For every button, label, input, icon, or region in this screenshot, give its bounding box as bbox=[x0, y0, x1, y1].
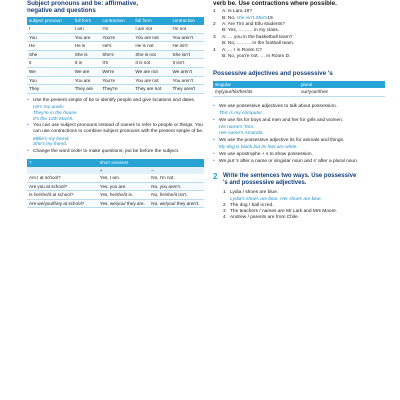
item-number: 2 bbox=[223, 202, 226, 208]
table-cell: Am I at school? bbox=[27, 174, 98, 182]
table-cell: Yes, he/she/it is. bbox=[98, 191, 149, 200]
rule-bullet: • We use his for boys and men and her for girls and women. bbox=[213, 118, 385, 124]
table-cell: I am not bbox=[133, 25, 170, 33]
rule-bullet: • We use the possessive adjective its for animals and things. bbox=[213, 138, 385, 144]
possessive-rules-list bbox=[213, 118, 385, 124]
table-cell: You aren't bbox=[171, 76, 205, 85]
table-cell: We are bbox=[73, 67, 101, 76]
table-row bbox=[27, 174, 204, 182]
table-cell: Yes, we/you/ they are. bbox=[98, 199, 149, 208]
table-cell: our/your/their bbox=[299, 88, 385, 96]
item-text: . bbox=[254, 15, 256, 21]
table-cell: She is not bbox=[133, 50, 170, 59]
example-line: My dog is black but its feet are white. bbox=[219, 145, 298, 151]
plus-header: + bbox=[98, 167, 149, 175]
table-cell: They aren't bbox=[171, 85, 205, 94]
questions-table-body bbox=[27, 174, 204, 208]
table-cell: No, I'm not. bbox=[149, 174, 204, 182]
instruction-line-2: 's and possessive adjectives. bbox=[223, 180, 307, 187]
table-row bbox=[27, 85, 204, 94]
example-line: Her name's Amanda. bbox=[219, 131, 264, 137]
item-number: 1 bbox=[213, 9, 216, 15]
short-answers-header: short answers bbox=[98, 159, 204, 167]
answer-text: Lydia's shoes are blue. Her shoes are blue. bbox=[230, 196, 323, 202]
rule-bullet: • We use apostrophe + s to show possession. bbox=[213, 152, 385, 158]
right-column bbox=[213, 0, 385, 222]
table-cell: No, we/you/ they aren't. bbox=[149, 199, 204, 208]
table-cell: You bbox=[27, 76, 73, 85]
item-text: B: No, you're not. … in Room D. bbox=[222, 54, 291, 60]
pron-header-3: full form bbox=[133, 17, 170, 25]
item-text: A: Are Tim and Ellu students? bbox=[222, 22, 285, 28]
table-cell: You are not bbox=[133, 76, 170, 85]
table-cell: It's bbox=[100, 59, 133, 68]
exercise-line bbox=[213, 54, 385, 60]
table-row bbox=[27, 33, 204, 42]
item-text: B: No, bbox=[222, 15, 236, 21]
title-line-1: Subject pronouns and be: affirmative, bbox=[27, 0, 139, 7]
table-cell: They are bbox=[73, 85, 101, 94]
table-cell: No, he/she/it isn't. bbox=[149, 191, 204, 200]
item-number: 3 bbox=[223, 209, 226, 215]
table-cell: I bbox=[27, 25, 73, 33]
possessive-rules-list bbox=[213, 138, 385, 144]
table-cell: Is he/she/it at school? bbox=[27, 191, 98, 200]
item-text: Andrew / parents are from Chile. bbox=[230, 215, 300, 221]
rule-bullet: • Use the present simple of be to identify people and give locations and dates. bbox=[27, 98, 204, 104]
pronoun-table bbox=[27, 17, 204, 93]
table-cell: Yes, I am. bbox=[98, 174, 149, 182]
table-cell: He's bbox=[100, 42, 133, 51]
example-line: His name's Tom. bbox=[219, 125, 255, 131]
rule-bullet: • We put 's after a name or singular noun and s' after a plural noun. bbox=[213, 159, 385, 165]
section-title-pronouns bbox=[27, 0, 204, 14]
pronoun-table-body bbox=[27, 25, 204, 93]
item-text: B: Yes, ……… in my class. bbox=[222, 28, 280, 34]
title-line-2: negative and questions bbox=[27, 7, 96, 15]
item-text: A: Is Lara 18? bbox=[222, 9, 252, 15]
minus-header: – bbox=[149, 167, 204, 175]
exercise-1-list bbox=[213, 9, 385, 60]
table-cell: She is bbox=[73, 50, 101, 59]
q-subheader-blank bbox=[27, 167, 98, 175]
item-text: A: … you in the basketball team? bbox=[222, 34, 293, 40]
table-row bbox=[27, 59, 204, 68]
table-cell: I'm bbox=[100, 25, 133, 33]
table-cell: It bbox=[27, 59, 73, 68]
possessive-rules-list bbox=[213, 104, 385, 110]
example-line: This is my computer. bbox=[219, 111, 264, 117]
table-cell: We are not bbox=[133, 67, 170, 76]
example-line: She's my friend. bbox=[33, 142, 68, 148]
pron-header-1: full form bbox=[73, 17, 101, 25]
table-row bbox=[27, 50, 204, 59]
item-number: 4 bbox=[223, 215, 226, 221]
table-cell: You are bbox=[73, 33, 101, 42]
item-text: The teachers / names are Mr Lark and Mrs Moore. bbox=[230, 209, 338, 215]
table-cell: They're bbox=[100, 85, 133, 94]
item-number: 1 bbox=[223, 190, 226, 196]
example-line: Millie's my friend. bbox=[33, 136, 70, 142]
exercise-1-instruction: verb be. Use contractions where possible. bbox=[213, 0, 337, 7]
exercise-line bbox=[223, 215, 385, 221]
table-cell: We're bbox=[100, 67, 133, 76]
table-cell: They are not bbox=[133, 85, 170, 94]
table-cell: You're bbox=[100, 76, 133, 85]
example-line: It's the 12th March. bbox=[33, 116, 74, 122]
example-line: He's my uncle. bbox=[33, 105, 65, 111]
table-cell: my/your/his/her/its bbox=[213, 88, 299, 96]
answer-text: she isn't bbox=[236, 15, 255, 21]
q-header: ? bbox=[27, 159, 98, 167]
item-text: 19. bbox=[267, 15, 275, 21]
item-number: 4 bbox=[213, 47, 216, 53]
table-cell: He bbox=[27, 42, 73, 51]
item-text: B: No, ……… in the football team. bbox=[222, 41, 295, 47]
rules-list bbox=[27, 123, 204, 135]
pron-header-4: contraction bbox=[171, 17, 205, 25]
rules-list bbox=[27, 98, 204, 104]
table-cell: I am bbox=[73, 25, 101, 33]
answer-text: She's bbox=[255, 15, 268, 21]
item-text: Lydia / shoes are blue. bbox=[230, 190, 279, 196]
table-cell: He is not bbox=[133, 42, 170, 51]
left-column bbox=[27, 0, 204, 208]
table-cell: It is bbox=[73, 59, 101, 68]
plural-header: plural bbox=[299, 81, 385, 89]
rule-bullet: • Change the word order to make questions; put be before the subject. bbox=[27, 149, 204, 155]
rule-bullet: • You can use subject pronouns instead of names to refer to people or things. You can use contractions to combine subject pronouns with the present simple of be. bbox=[27, 123, 204, 135]
possessive-table-body bbox=[213, 88, 385, 96]
exercise-number: 2 bbox=[213, 172, 218, 182]
item-text: A: … I in Room C? bbox=[222, 47, 262, 53]
table-cell: You aren't bbox=[171, 33, 205, 42]
table-cell: It is not bbox=[133, 59, 170, 68]
table-row bbox=[27, 199, 204, 208]
item-number: 3 bbox=[213, 34, 216, 40]
table-cell: You are not bbox=[133, 33, 170, 42]
table-cell: Yes, you are. bbox=[98, 182, 149, 191]
table-cell: You bbox=[27, 33, 73, 42]
pron-header-0: subject pronoun bbox=[27, 17, 73, 25]
table-cell: Are we/you/they at school? bbox=[27, 199, 98, 208]
table-row bbox=[213, 88, 385, 96]
rule-bullet: • We use possessive adjectives to talk about possession. bbox=[213, 104, 385, 110]
table-cell: They bbox=[27, 85, 73, 94]
possessive-section-title: Possessive adjectives and possessive 's bbox=[213, 70, 333, 78]
table-cell: She bbox=[27, 50, 73, 59]
exercise-2-header bbox=[213, 173, 385, 187]
item-number bbox=[213, 54, 222, 60]
table-cell: She's bbox=[100, 50, 133, 59]
table-row bbox=[27, 191, 204, 200]
table-cell: We aren't bbox=[171, 67, 205, 76]
rules-list bbox=[27, 149, 204, 155]
singular-header: singular bbox=[213, 81, 299, 89]
table-cell: No, you aren't. bbox=[149, 182, 204, 191]
table-cell: He is bbox=[73, 42, 101, 51]
table-cell: He isn't bbox=[171, 42, 205, 51]
table-row bbox=[27, 42, 204, 51]
table-cell: We bbox=[27, 67, 73, 76]
table-row bbox=[27, 25, 204, 33]
table-cell: You're bbox=[100, 33, 133, 42]
exercise-2-instruction bbox=[223, 173, 356, 187]
table-row bbox=[27, 182, 204, 191]
table-cell: She isn't bbox=[171, 50, 205, 59]
example-line: They're in the house. bbox=[33, 110, 78, 116]
item-text: The dog / ball is red. bbox=[230, 202, 274, 208]
instruction-line-1: Write the sentences two ways. Use possessive bbox=[223, 173, 357, 180]
table-cell: It isn't bbox=[171, 59, 205, 68]
table-cell: Are you at school? bbox=[27, 182, 98, 191]
pron-header-2: contraction bbox=[100, 17, 133, 25]
exercise-2-list bbox=[213, 190, 385, 222]
questions-table bbox=[27, 159, 204, 209]
table-cell: You are bbox=[73, 76, 101, 85]
possessive-table bbox=[213, 81, 385, 97]
table-cell: I'm not bbox=[171, 25, 205, 33]
table-row bbox=[27, 76, 204, 85]
item-number: 2 bbox=[213, 22, 216, 28]
table-row bbox=[27, 67, 204, 76]
possessive-rules-list bbox=[213, 152, 385, 165]
